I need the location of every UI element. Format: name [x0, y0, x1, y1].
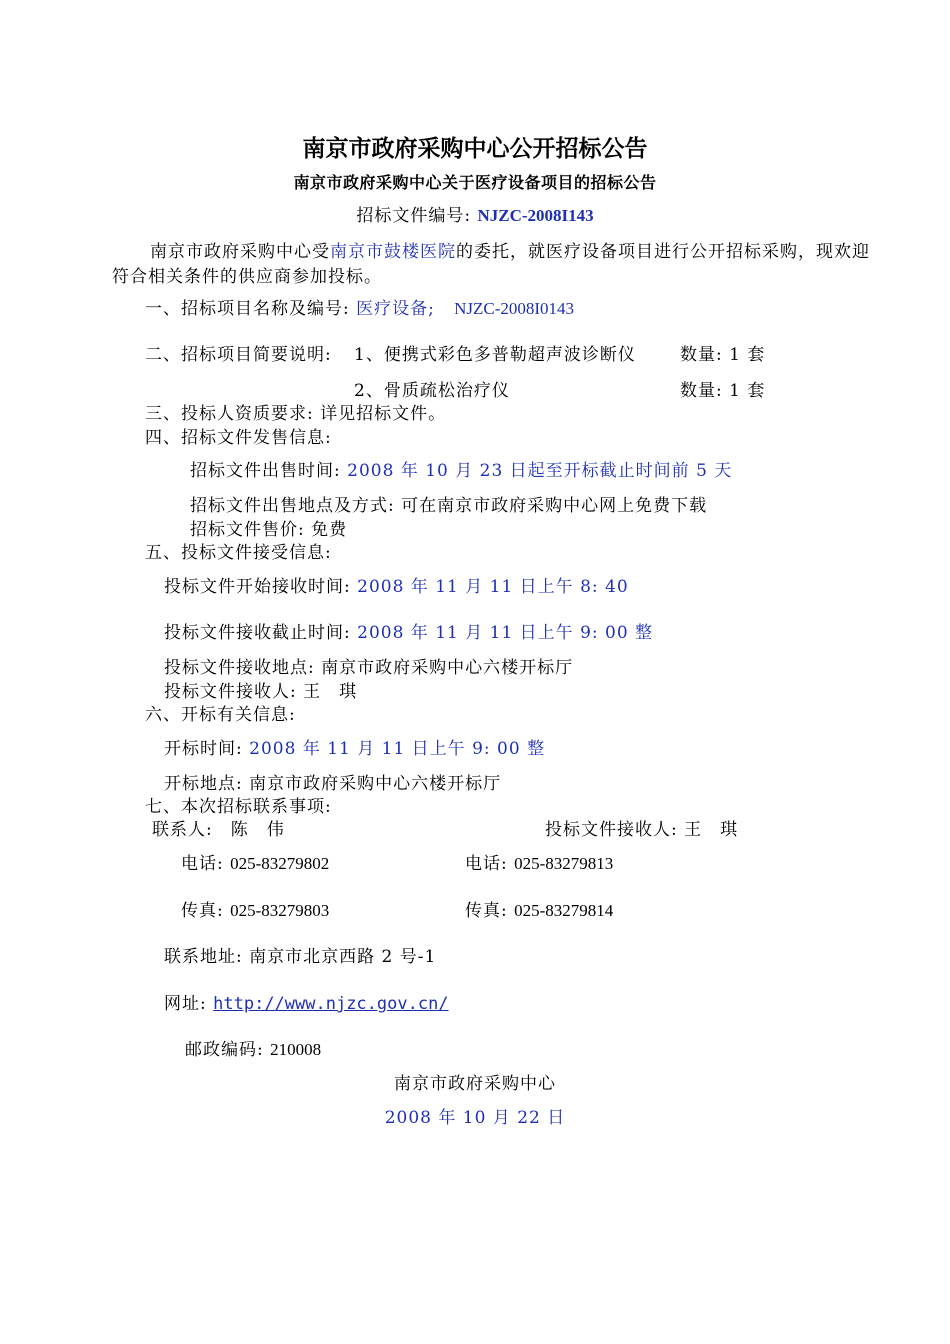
- section-2-label: 二、招标项目简要说明:: [145, 345, 332, 365]
- section-7-label: 七、本次招标联系事项:: [145, 797, 332, 817]
- opening-place: 开标地点: 南京市政府采购中心六楼开标厅: [164, 774, 502, 794]
- website-link[interactable]: http://www.njzc.gov.cn/: [213, 994, 449, 1014]
- notice-subtitle: 南京市政府采购中心关于医疗设备项目的招标公告: [293, 173, 657, 192]
- intro-text-start: 南京市政府采购中心受: [150, 242, 330, 262]
- sale-time-label: 招标文件出售时间:: [190, 461, 341, 481]
- intro-text-end: 的委托，就医疗设备项目进行公开招标采购，现欢迎符合相关条件的供应商参加投标。: [112, 242, 870, 287]
- client-name: 南京市鼓楼医院: [330, 242, 456, 262]
- phone-2-value: 025-83279813: [514, 854, 614, 873]
- fax-1-label: 传真:: [181, 901, 224, 921]
- document-number-label: 招标文件编号:: [356, 206, 472, 226]
- phone-1-label: 电话:: [181, 854, 224, 874]
- footer-date: 2008 年 10 月 22 日: [384, 1108, 566, 1128]
- receive-place: 投标文件接收地点: 南京市政府采购中心六楼开标厅: [164, 658, 574, 678]
- sale-time: [190, 460, 732, 482]
- opening-time-value: 2008 年 11 月 11 日上午 9: 00 整: [249, 739, 546, 759]
- phone-2-label: 电话:: [465, 854, 508, 874]
- fax-2-value: 025-83279814: [514, 901, 614, 920]
- footer-organization: 南京市政府采购中心: [394, 1074, 556, 1094]
- receive-deadline-label: 投标文件接收截止时间:: [164, 623, 351, 643]
- section-project-name: [145, 298, 574, 320]
- project-name: 医疗设备;: [356, 299, 435, 319]
- receive-start-label: 投标文件开始接收时间:: [164, 577, 351, 597]
- project-code: NJZC-2008I0143: [454, 299, 575, 318]
- receive-start-value: 2008 年 11 月 11 日上午 8: 40: [357, 577, 629, 597]
- contact-person: 联系人: 陈 伟: [152, 820, 285, 840]
- contact-address: 联系地址: 南京市北京西路 2 号-1: [164, 947, 437, 967]
- postcode-label: 邮政编码:: [185, 1040, 264, 1060]
- fax-1-value: 025-83279803: [230, 901, 330, 920]
- receive-start: [164, 576, 629, 598]
- postcode: [185, 1039, 321, 1061]
- item-2-quantity: 数量: 1 套: [680, 381, 766, 401]
- phone-1-value: 025-83279802: [230, 854, 330, 873]
- item-2: 2、骨质疏松治疗仪: [354, 381, 510, 401]
- fax-1: [181, 900, 329, 922]
- sale-time-value: 2008 年 10 月 23 日起至开标截止时间前 5 天: [347, 461, 733, 481]
- phone-1: [181, 853, 329, 875]
- document-number: [0, 205, 950, 227]
- item-1-quantity: 数量: 1 套: [680, 345, 766, 365]
- section-qualification: 三、投标人资质要求: 详见招标文件。: [145, 404, 447, 424]
- sale-price: 招标文件售价: 免费: [190, 520, 348, 540]
- sale-place: 招标文件出售地点及方式: 可在南京市政府采购中心网上免费下载: [190, 496, 708, 516]
- notice-title: 南京市政府采购中心公开招标公告: [302, 136, 648, 162]
- document-number-value: NJZC-2008I143: [477, 206, 594, 225]
- phone-2: [465, 853, 613, 875]
- section-4-label: 四、招标文件发售信息:: [145, 428, 332, 448]
- fax-2: [465, 900, 613, 922]
- receive-deadline-value: 2008 年 11 月 11 日上午 9: 00 整: [357, 623, 654, 643]
- website-label: 网址:: [164, 994, 207, 1014]
- section-5-label: 五、投标文件接受信息:: [145, 543, 332, 563]
- section-6-label: 六、开标有关信息:: [145, 705, 296, 725]
- website: [164, 993, 449, 1015]
- opening-time-label: 开标时间:: [164, 739, 243, 759]
- receive-person: 投标文件接收人: 王 琪: [164, 682, 358, 702]
- receive-deadline: [164, 622, 653, 644]
- intro-paragraph: [112, 240, 878, 290]
- contact-receiver: 投标文件接收人: 王 琪: [545, 820, 739, 840]
- fax-2-label: 传真:: [465, 901, 508, 921]
- section-1-label: 一、招标项目名称及编号:: [145, 299, 350, 319]
- item-1: 1、便携式彩色多普勒超声波诊断仪: [354, 345, 636, 365]
- postcode-value: 210008: [270, 1040, 322, 1059]
- opening-time: [164, 738, 545, 760]
